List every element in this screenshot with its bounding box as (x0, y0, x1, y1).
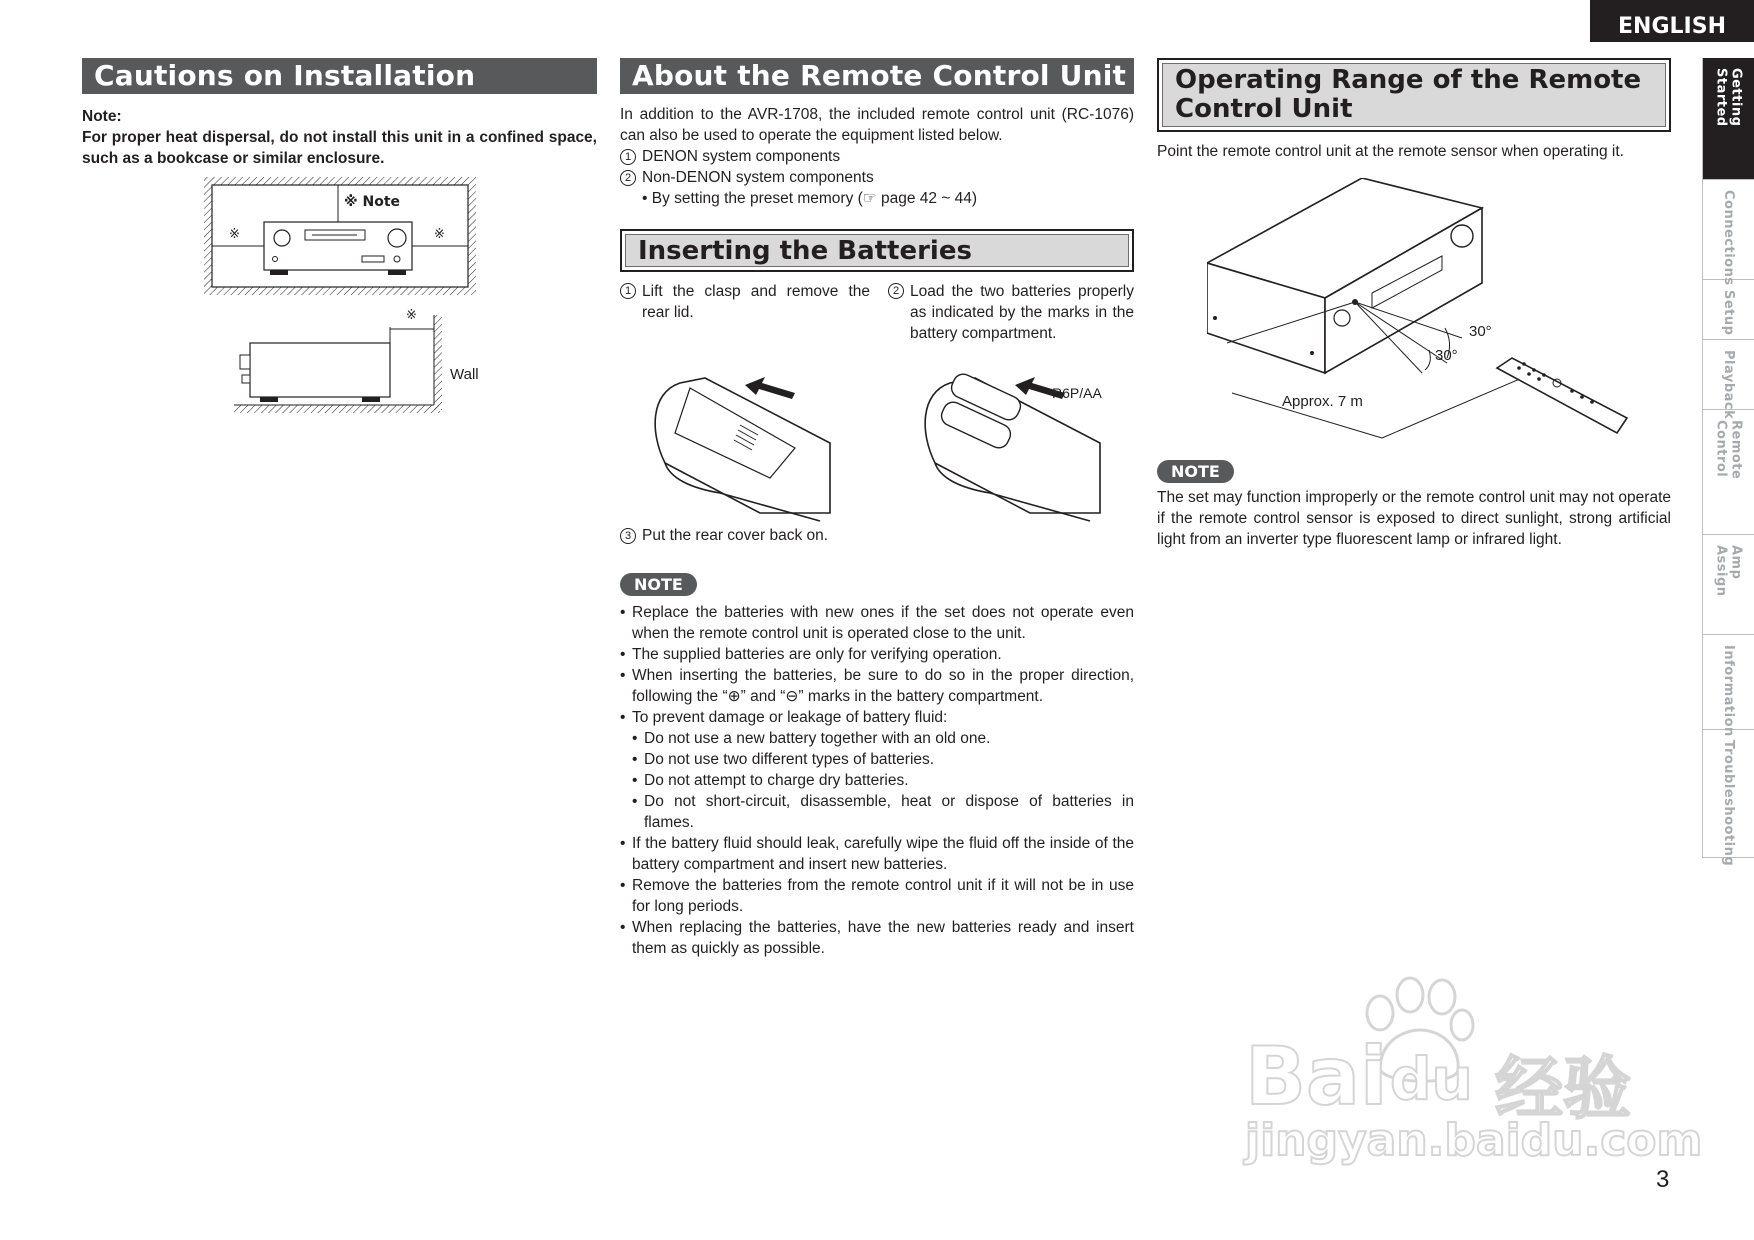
battery-subnote-item: • Do not use two different types of batteries. (632, 749, 1134, 770)
range-intro: Point the remote control unit at the remote sensor when operating it. (1157, 143, 1624, 160)
wall-label: Wall (450, 366, 479, 383)
battery-step-3: 3 Put the rear cover back on. (620, 525, 828, 546)
battery-note-item: • Remove the batteries from the remote control unit if it will not be in use for long periods. (620, 875, 1134, 917)
angle-label-upper: 30° (1469, 323, 1492, 340)
range-note-text: The set may function improperly or the remote control unit may not operate if the remote control sensor is exposed to direct sunlight, strong artificial light from an inverter type fluorescent lamp or infrared light. (1157, 489, 1671, 548)
remote-item-2-number: 2 (620, 170, 636, 186)
step-3-number: 3 (620, 528, 636, 544)
sidebar-item-setup[interactable]: Setup (1702, 280, 1754, 340)
battery-note-item: • Replace the batteries with new ones if the set does not operate even when the remote control unit is operated close to the unit. (620, 602, 1134, 644)
distance-label: Approx. 7 m (1282, 393, 1363, 410)
remote-item-2-sub: • By setting the preset memory (☞ page 42 ~ 44) (642, 190, 978, 207)
cautions-note-text: For proper heat dispersal, do not install this unit in a confined space, such as a bookcase or similar enclosure. (82, 129, 597, 167)
clearance-mark-right: ※ (434, 227, 445, 242)
remote-item-2: 2 Non-DENON system components (620, 167, 1134, 188)
sidebar-item-connections[interactable]: Connections (1702, 180, 1754, 280)
watermark-brand-du: du (1390, 1045, 1473, 1113)
range-notes (1157, 460, 1671, 550)
sidebar-item-troubleshooting[interactable]: Troubleshooting (1702, 730, 1754, 858)
operating-range-diagram (1207, 178, 1687, 448)
battery-steps (620, 281, 1134, 344)
battery-subnote-item: • Do not short-circuit, disassemble, heat or dispose of batteries in flames. (632, 791, 1134, 833)
remote-section (620, 58, 1134, 957)
clearance-mark-wall: ※ (406, 308, 417, 323)
cautions-note-label: Note: (82, 108, 122, 125)
range-header (1157, 58, 1671, 132)
remote-item-1: 1 DENON system components (620, 146, 1134, 167)
figure-note-label: ※ Note (344, 194, 401, 210)
installation-diagram (202, 175, 502, 425)
sidebar-item-getting-started[interactable]: Getting Started (1702, 58, 1754, 180)
remote-intro: In addition to the AVR-1708, the included remote control unit (RC-1076) can also be used to operate the equipment listed below. (620, 106, 1134, 144)
battery-note-item: • If the battery fluid should leak, carefully wipe the fluid off the inside of the battery compartment and insert new batteries. (620, 833, 1134, 875)
batteries-title: Inserting the Batteries (625, 234, 1129, 267)
watermark-brand-latin: Bai (1245, 1030, 1388, 1123)
sidebar-item-remote-control[interactable]: Remote Control (1702, 410, 1754, 535)
battery-subnote-item: • Do not attempt to charge dry batteries. (632, 770, 1134, 791)
remote-item-1-number: 1 (620, 149, 636, 165)
baidu-watermark (1240, 975, 1703, 1175)
batteries-header (620, 229, 1134, 272)
range-section (1157, 58, 1671, 548)
remote-title: About the Remote Control Unit (620, 58, 1134, 94)
language-tab[interactable]: ENGLISH (1590, 0, 1754, 42)
battery-note-item: • When inserting the batteries, be sure to do so in the proper direction, following the “⊕” and “⊖” marks in the battery compartment. (620, 665, 1134, 707)
battery-notes (620, 573, 1134, 959)
sidebar-item-playback[interactable]: Playback (1702, 340, 1754, 410)
battery-note-badge: NOTE (620, 573, 697, 596)
step-1-number: 1 (620, 283, 636, 299)
battery-step-1: 1 Lift the clasp and remove the rear lid. (620, 281, 870, 344)
cautions-section (82, 58, 597, 383)
battery-note-item: • The supplied batteries are only for verifying operation. (620, 644, 1134, 665)
page-number: 3 (1656, 1166, 1670, 1193)
battery-step-2: 2 Load the two batteries properly as indicated by the marks in the battery compartment. (888, 281, 1134, 344)
range-title: Operating Range of the Remote Control Unit (1162, 63, 1666, 127)
battery-note-item: • When replacing the batteries, have the new batteries ready and insert them as quickly as possible. (620, 917, 1134, 959)
battery-type-label: R6P/AA (1052, 385, 1102, 401)
range-note-badge: NOTE (1157, 460, 1234, 483)
battery-note-item: • To prevent damage or leakage of battery fluid: (620, 707, 1134, 728)
step-2-number: 2 (888, 283, 904, 299)
angle-label-lower: 30° (1435, 347, 1458, 364)
watermark-url: jingyan.baidu.com (1245, 1115, 1703, 1166)
battery-illustration (620, 353, 1134, 523)
sidebar-item-information[interactable]: Information (1702, 635, 1754, 730)
sidebar-item-amp-assign[interactable]: Amp Assign (1702, 535, 1754, 635)
clearance-mark-left: ※ (229, 227, 240, 242)
battery-subnote-item: • Do not use a new battery together with an old one. (632, 728, 1134, 749)
watermark-brand-cn: 经验 (1495, 1050, 1632, 1129)
chapter-sidebar (1702, 58, 1754, 867)
cautions-title: Cautions on Installation (82, 58, 597, 94)
